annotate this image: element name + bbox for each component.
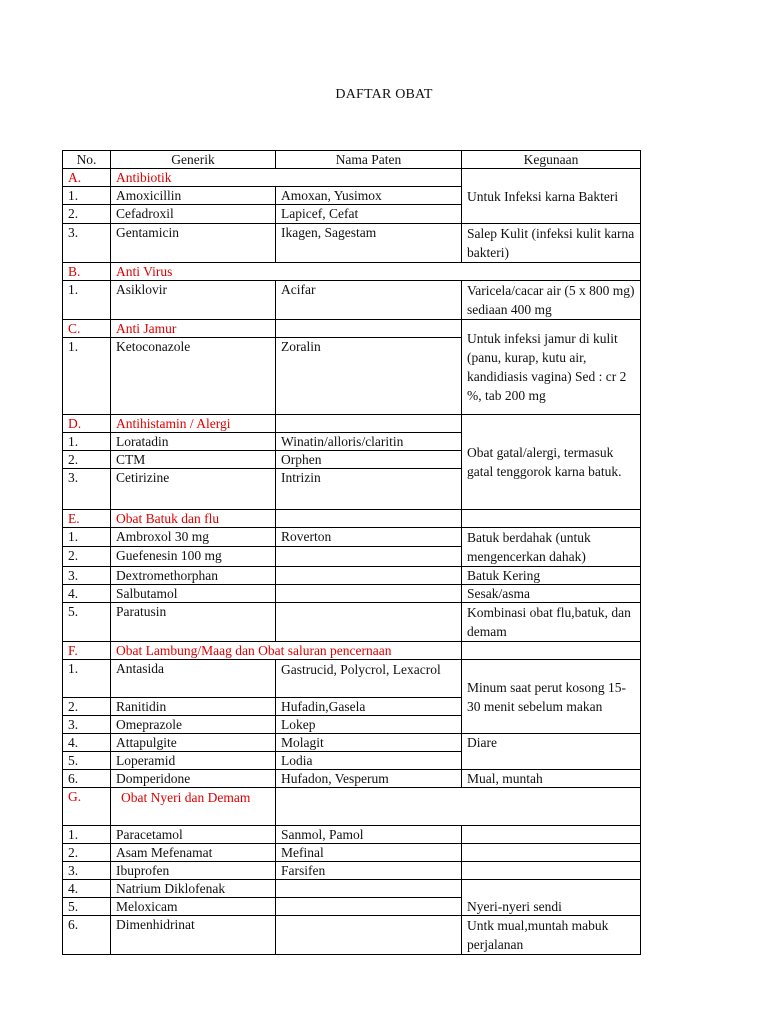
row-no: 2.: [63, 546, 111, 566]
table-row: [63, 880, 641, 898]
row-paten: Gastrucid, Polycrol, Lexacrol: [276, 660, 462, 698]
row-no: 3.: [63, 567, 111, 585]
row-paten: Lokep: [276, 716, 462, 734]
row-generik: Amoxicillin: [111, 187, 276, 205]
row-no: 4.: [63, 734, 111, 752]
row-paten: [276, 880, 462, 898]
row-paten: Lapicef, Cefat: [276, 205, 462, 224]
header-kegunaan: Kegunaan: [462, 151, 641, 169]
section-name: Anti Jamur: [111, 320, 276, 338]
row-no: 5.: [63, 898, 111, 916]
section-row: [63, 642, 641, 660]
empty-cell: [276, 320, 462, 338]
table-row: [63, 528, 641, 547]
header-no: No.: [63, 151, 111, 169]
row-no: 3.: [63, 224, 111, 263]
row-generik: Asiklovir: [111, 281, 276, 320]
row-no: 3.: [63, 716, 111, 734]
empty-cell: [276, 788, 641, 826]
row-generik: Gentamicin: [111, 224, 276, 263]
row-generik: Paratusin: [111, 603, 276, 642]
row-generik: Dextromethorphan: [111, 567, 276, 585]
section-letter: C.: [63, 320, 111, 338]
row-paten: Amoxan, Yusimox: [276, 187, 462, 205]
row-generik: Meloxicam: [111, 898, 276, 916]
row-paten: Sanmol, Pamol: [276, 826, 462, 844]
header-generik: Generik: [111, 151, 276, 169]
row-generik: Asam Mefenamat: [111, 844, 276, 862]
row-generik: Dimenhidrinat: [111, 916, 276, 955]
row-no: 2.: [63, 451, 111, 469]
section-letter: B.: [63, 263, 111, 281]
kegunaan-cell: Untuk infeksi jamur di kulit (panu, kurap, kutu air, kandidiasis vagina) Sed : cr 2 %, tab 200 mg: [462, 320, 641, 415]
table-row: [63, 916, 641, 955]
row-generik: Ibuprofen: [111, 862, 276, 880]
row-kegunaan: Varicela/cacar air (5 x 800 mg) sediaan 400 mg: [462, 281, 641, 320]
section-letter: E.: [63, 510, 111, 528]
section-letter: D.: [63, 415, 111, 433]
row-generik: Ranitidin: [111, 698, 276, 716]
row-no: 5.: [63, 603, 111, 642]
row-paten: Orphen: [276, 451, 462, 469]
row-no: 6.: [63, 916, 111, 955]
kegunaan-cell: Untuk Infeksi karna Bakteri: [462, 169, 641, 224]
row-no: 3.: [63, 862, 111, 880]
section-letter: F.: [63, 642, 111, 660]
kegunaan-cell: Diare: [462, 734, 641, 770]
empty-cell: [462, 844, 641, 862]
row-no: 1.: [63, 433, 111, 451]
row-generik: Ketoconazole: [111, 338, 276, 415]
section-name: Obat Nyeri dan Demam: [111, 788, 276, 826]
table-row: [63, 585, 641, 603]
row-paten: Roverton: [276, 528, 462, 547]
drug-table: [62, 150, 641, 955]
section-letter: G.: [63, 788, 111, 826]
row-no: 2.: [63, 205, 111, 224]
row-generik: Loratadin: [111, 433, 276, 451]
row-paten: [276, 585, 462, 603]
table-row: [63, 603, 641, 642]
row-no: 1.: [63, 338, 111, 415]
row-no: 3.: [63, 469, 111, 510]
row-generik: Cetirizine: [111, 469, 276, 510]
table-row: [63, 770, 641, 788]
row-generik: Domperidone: [111, 770, 276, 788]
row-kegunaan: Untk mual,muntah mabuk perjalanan: [462, 916, 641, 955]
row-paten: Intrizin: [276, 469, 462, 510]
kegunaan-cell: Obat gatal/alergi, termasuk gatal tenggorok karna batuk.: [462, 415, 641, 510]
table-row: [63, 224, 641, 263]
section-name: Antihistamin / Alergi: [111, 415, 276, 433]
row-no: 1.: [63, 281, 111, 320]
row-paten: [276, 603, 462, 642]
empty-cell: [462, 826, 641, 844]
row-no: 4.: [63, 585, 111, 603]
section-row: [63, 788, 641, 826]
row-paten: Winatin/alloris/claritin: [276, 433, 462, 451]
row-generik: Omeprazole: [111, 716, 276, 734]
empty-cell: [276, 510, 462, 528]
kegunaan-cell: Minum saat perut kosong 15-30 menit sebelum makan: [462, 660, 641, 734]
table-header-row: [63, 151, 641, 169]
header-paten: Nama Paten: [276, 151, 462, 169]
row-generik: Cefadroxil: [111, 205, 276, 224]
table-row: [63, 281, 641, 320]
row-paten: Molagit: [276, 734, 462, 752]
table-row: [63, 660, 641, 698]
table-row: [63, 844, 641, 862]
section-name: Antibiotik: [111, 169, 462, 187]
row-paten: Lodia: [276, 752, 462, 770]
row-paten: [276, 567, 462, 585]
row-no: 1.: [63, 660, 111, 698]
kegunaan-cell: Batuk berdahak (untuk mengencerkan dahak): [462, 528, 641, 567]
row-kegunaan: Kombinasi obat flu,batuk, dan demam: [462, 603, 641, 642]
row-generik: Guefenesin 100 mg: [111, 546, 276, 566]
row-paten: [276, 546, 462, 566]
section-name: Anti Virus: [111, 263, 641, 281]
section-name: Obat Batuk dan flu: [111, 510, 276, 528]
document-title: DAFTAR OBAT: [335, 87, 433, 102]
section-letter: A.: [63, 169, 111, 187]
empty-cell: [276, 415, 462, 433]
row-paten: [276, 916, 462, 955]
row-kegunaan: Mual, muntah: [462, 770, 641, 788]
section-row: [63, 510, 641, 528]
row-generik: Natrium Diklofenak: [111, 880, 276, 898]
row-no: 2.: [63, 698, 111, 716]
row-paten: Hufadin,Gasela: [276, 698, 462, 716]
row-kegunaan: Salep Kulit (infeksi kulit karna bakteri): [462, 224, 641, 263]
table-row: [63, 826, 641, 844]
empty-cell: [462, 642, 641, 660]
row-generik: Antasida: [111, 660, 276, 698]
table-row: [63, 862, 641, 880]
row-no: 1.: [63, 528, 111, 547]
row-generik: Salbutamol: [111, 585, 276, 603]
row-generik: Ambroxol 30 mg: [111, 528, 276, 547]
row-kegunaan: Batuk Kering: [462, 567, 641, 585]
row-paten: Mefinal: [276, 844, 462, 862]
row-paten: Ikagen, Sagestam: [276, 224, 462, 263]
section-row: [63, 320, 641, 338]
row-generik: Paracetamol: [111, 826, 276, 844]
row-paten: Hufadon, Vesperum: [276, 770, 462, 788]
row-paten: Zoralin: [276, 338, 462, 415]
row-paten: [276, 898, 462, 916]
row-no: 2.: [63, 844, 111, 862]
section-row: [63, 263, 641, 281]
row-generik: Attapulgite: [111, 734, 276, 752]
row-no: 4.: [63, 880, 111, 898]
row-generik: CTM: [111, 451, 276, 469]
row-no: 6.: [63, 770, 111, 788]
section-name: Obat Lambung/Maag dan Obat saluran pencernaan: [111, 642, 462, 660]
row-no: 5.: [63, 752, 111, 770]
row-no: 1.: [63, 187, 111, 205]
row-no: 1.: [63, 826, 111, 844]
empty-cell: [462, 862, 641, 880]
table-row: [63, 734, 641, 752]
section-row: [63, 169, 641, 187]
row-paten: Acifar: [276, 281, 462, 320]
kegunaan-cell: Nyeri-nyeri sendi: [462, 880, 641, 916]
empty-cell: [462, 510, 641, 528]
row-kegunaan: Sesak/asma: [462, 585, 641, 603]
table-row: [63, 567, 641, 585]
row-paten: Farsifen: [276, 862, 462, 880]
section-row: [63, 415, 641, 433]
row-generik: Loperamid: [111, 752, 276, 770]
